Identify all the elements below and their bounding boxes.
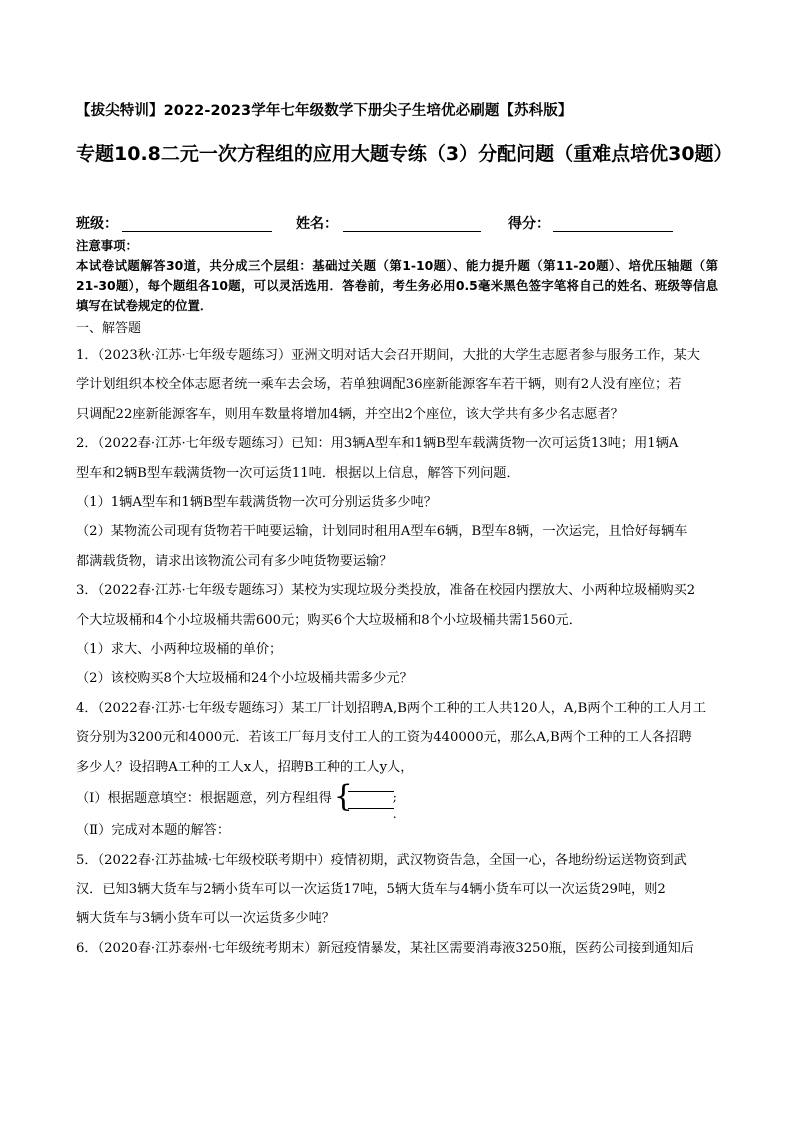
equation-system-blank[interactable] [333,778,397,821]
fill-in-prompt: （Ⅰ）根据题意填空：根据题意，列方程组得 [76,791,332,807]
text-line: 学计划组织本校全体志愿者统一乘车去会场，若单独调配36座新能源客车若干辆，则有2人没有座位；若 [76,377,682,393]
fill-in-line [76,778,718,821]
text-line: 汉．已知3辆大货车与2辆小货车可以一次运货17吨，5辆大货车与4辆小货车可以一次运货29吨，则2 [76,881,666,897]
text-line: 个大垃圾桶和4个小垃圾桶共需600元；购买6个大垃圾桶和8个小垃圾桶共需1560元． [76,612,582,628]
equation-blank-1[interactable] [348,791,394,792]
question-4 [76,694,718,846]
question-3 [76,576,718,694]
text-line: 1．（2023秋·江苏·七年级专题练习）亚洲文明对话大会召开期间，大批的大学生志愿者参与服务工作，某大 [76,348,700,363]
question-2 [76,429,718,576]
semicolon-mark: ; [392,789,397,804]
equation-blank-2[interactable] [348,808,394,809]
text-line: 2．（2022春·江苏·七年级专题练习）已知：用3辆A型车和1辆B型车载满货物一次可运货13吨；用1辆A [76,436,679,452]
text-line: 都满载货物，请求出该物流公司有多少吨货物要运输？ [76,553,393,569]
text-line: 3．（2022春·江苏·七年级专题练习）某校为实现垃圾分类投放，准备在校园内摆放大、小两种垃圾桶购买2 [76,583,696,599]
question-6 [76,934,718,963]
text-line: 只调配22座新能源客车，则用车数量将增加4辆，并空出2个座位，该大学共有多少名志愿者？ [76,406,624,422]
name-label: 姓名： [296,216,338,232]
notice-body: 本试卷试题解答30道，共分成三个层组：基础过关题（第1-10题）、能力提升题（第11-20题）、培优压轴题（第21-30题），每个题组各10题，可以灵活选用．答卷前，考生务必用0.5毫米黑色签字笔将自己的姓名、班级等信息填写在试卷规定的位置． [76,258,718,313]
text-line: 6．（2020春·江苏泰州·七年级统考期末）新冠疫情暴发，某社区需要消毒液3250瓶，医药公司接到通知后 [76,940,694,956]
text-line: 型车和2辆B型车载满货物一次可运货11吨．根据以上信息，解答下列问题． [76,465,520,481]
text-line: 4．（2022春·江苏·七年级专题练习）某工厂计划招聘A,B两个工种的工人共120人，A,B两个工种的工人月工 [76,700,707,716]
questions [76,341,718,963]
text-line: （1）求大、小两种垃圾桶的单价； [76,642,283,658]
text-line: （1）1辆A型车和1辆B型车载满货物一次可分别运货多少吨？ [76,495,437,511]
text-line: （2）某物流公司现有货物若干吨要运输，计划同时租用A型车6辆，B型车8辆，一次运完，且恰好每辆车 [76,524,688,540]
series-banner: 【拔尖特训】2022-2023学年七年级数学下册尖子生培优必刷题【苏科版】 [76,103,573,119]
left-brace-icon: { [333,778,353,814]
period-mark: . [392,806,397,821]
class-label: 班级： [76,216,118,232]
score-label: 得分： [508,216,550,232]
class-blank[interactable] [122,231,272,232]
text-line: 5．（2022春·江苏盐城·七年级校联考期中）疫情初期，武汉物资告急，全国一心，各地纷纷运送物资到武 [76,852,687,868]
page-title: 专题10.8二元一次方程组的应用大题专练（3）分配问题（重难点培优30题） [76,143,733,165]
text-line: （Ⅱ）完成对本题的解答： [76,823,231,839]
question-1 [76,341,718,429]
text-line: 辆大货车与3辆小货车可以一次运货多少吨？ [76,911,335,927]
text-line: 多少人？设招聘A工种的工人x人，招聘B工种的工人y人， [76,759,414,775]
name-blank[interactable] [343,231,481,232]
score-blank[interactable] [553,231,673,232]
text-line: （2）该校购买8个大垃圾桶和24个小垃圾桶共需多少元？ [76,671,413,687]
section-heading: 一、解答题 [76,321,142,336]
text-line: 资分别为3200元和4000元．若该工厂每月支付工人的工资为440000元，那么A,B两个工种的工人各招聘 [76,730,692,746]
question-5 [76,846,718,934]
notice-heading: 注意事项： [76,238,138,253]
